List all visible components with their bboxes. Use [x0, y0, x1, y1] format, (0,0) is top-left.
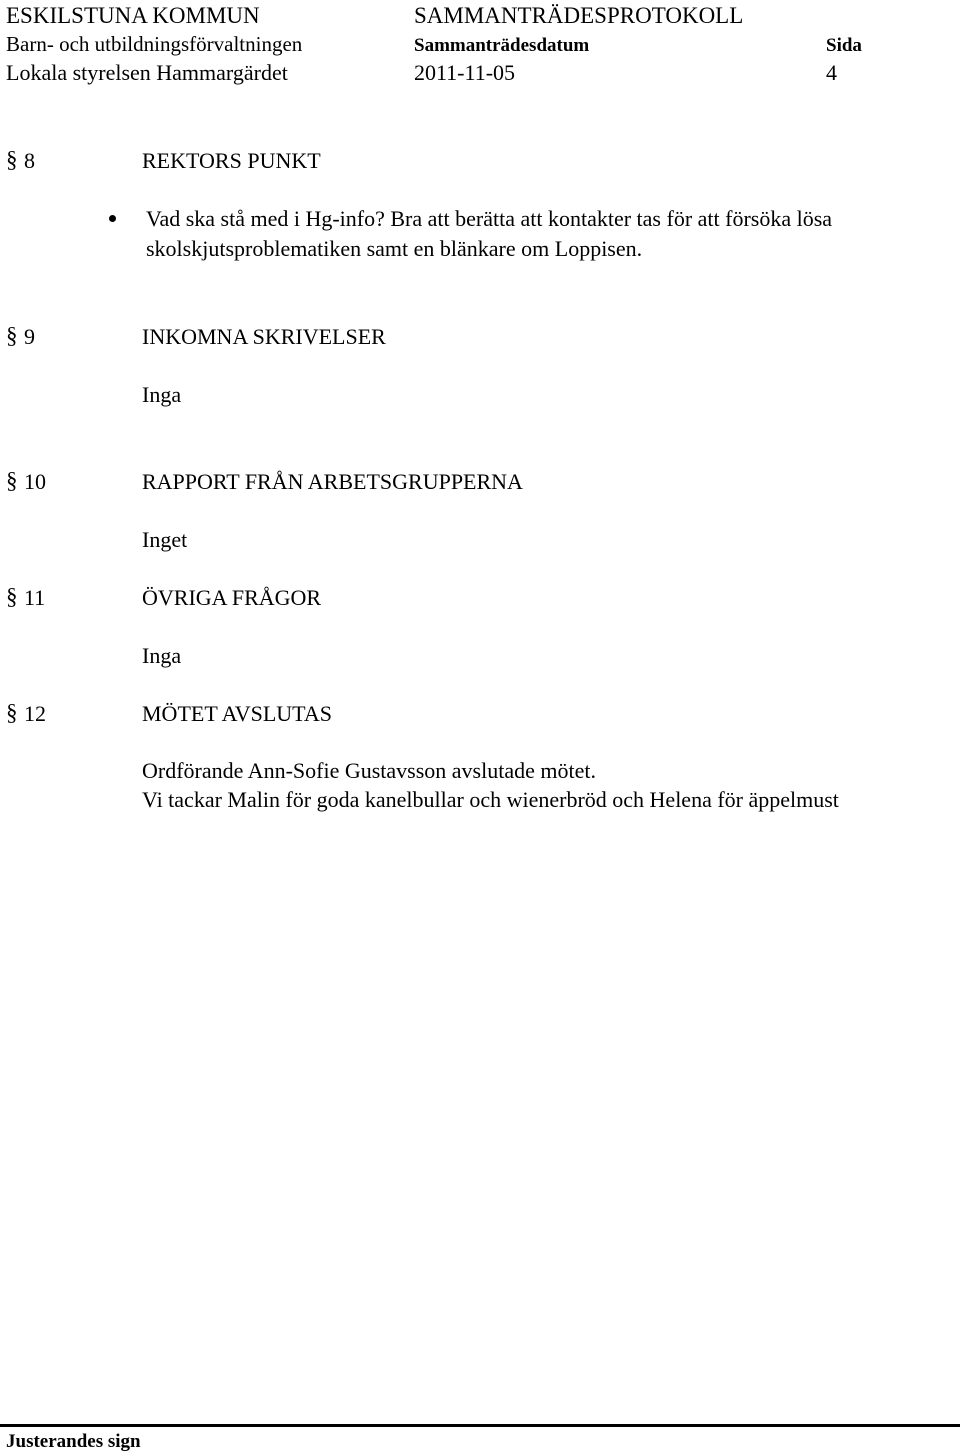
section-body: Inga: [142, 382, 182, 407]
section-title: RAPPORT FRÅN ARBETSGRUPPERNA: [142, 469, 523, 494]
section-symbol: §: [6, 468, 18, 493]
organization-name: ESKILSTUNA KOMMUN: [6, 3, 260, 28]
meeting-date-label: Sammanträdesdatum: [414, 35, 590, 56]
section-number: 9: [24, 324, 35, 349]
meeting-date: 2011-11-05: [414, 60, 516, 85]
unit-name: Lokala styrelsen Hammargärdet: [6, 60, 288, 85]
bullet-text-line: skolskjutsproblematiken samt en blänkare om Loppisen.: [146, 236, 643, 261]
section-body-line: Ordförande Ann-Sofie Gustavsson avslutade mötet.: [142, 758, 596, 783]
department-name: Barn- och utbildningsförvaltningen: [6, 32, 303, 56]
section-number: 10: [24, 469, 46, 494]
page-label: Sida: [826, 35, 862, 56]
section-number: 11: [24, 585, 46, 610]
section-symbol: §: [6, 700, 18, 725]
section-body: Inga: [142, 643, 182, 668]
section-number: 8: [24, 148, 35, 173]
signature-label: Justerandes sign: [6, 1431, 141, 1452]
section-symbol: §: [6, 584, 18, 609]
section-body-line: Vi tackar Malin för goda kanelbullar och wienerbröd och Helena för äppelmust: [142, 787, 839, 812]
section-title: INKOMNA SKRIVELSER: [142, 324, 386, 349]
section-title: MÖTET AVSLUTAS: [142, 701, 332, 726]
bullet-text-line: Vad ska stå med i Hg-info? Bra att berätta att kontakter tas för att försöka lösa: [146, 206, 833, 231]
section-symbol: §: [6, 147, 18, 172]
page-number: 4: [826, 60, 837, 85]
section-body: Inget: [142, 527, 188, 552]
footer-divider: [0, 1424, 960, 1427]
section-symbol: §: [6, 323, 18, 348]
section-title: ÖVRIGA FRÅGOR: [142, 585, 322, 610]
section-number: 12: [24, 701, 46, 726]
bullet-icon: [109, 215, 116, 222]
section-title: REKTORS PUNKT: [142, 148, 321, 173]
document-type: SAMMANTRÄDESPROTOKOLL: [414, 3, 744, 28]
